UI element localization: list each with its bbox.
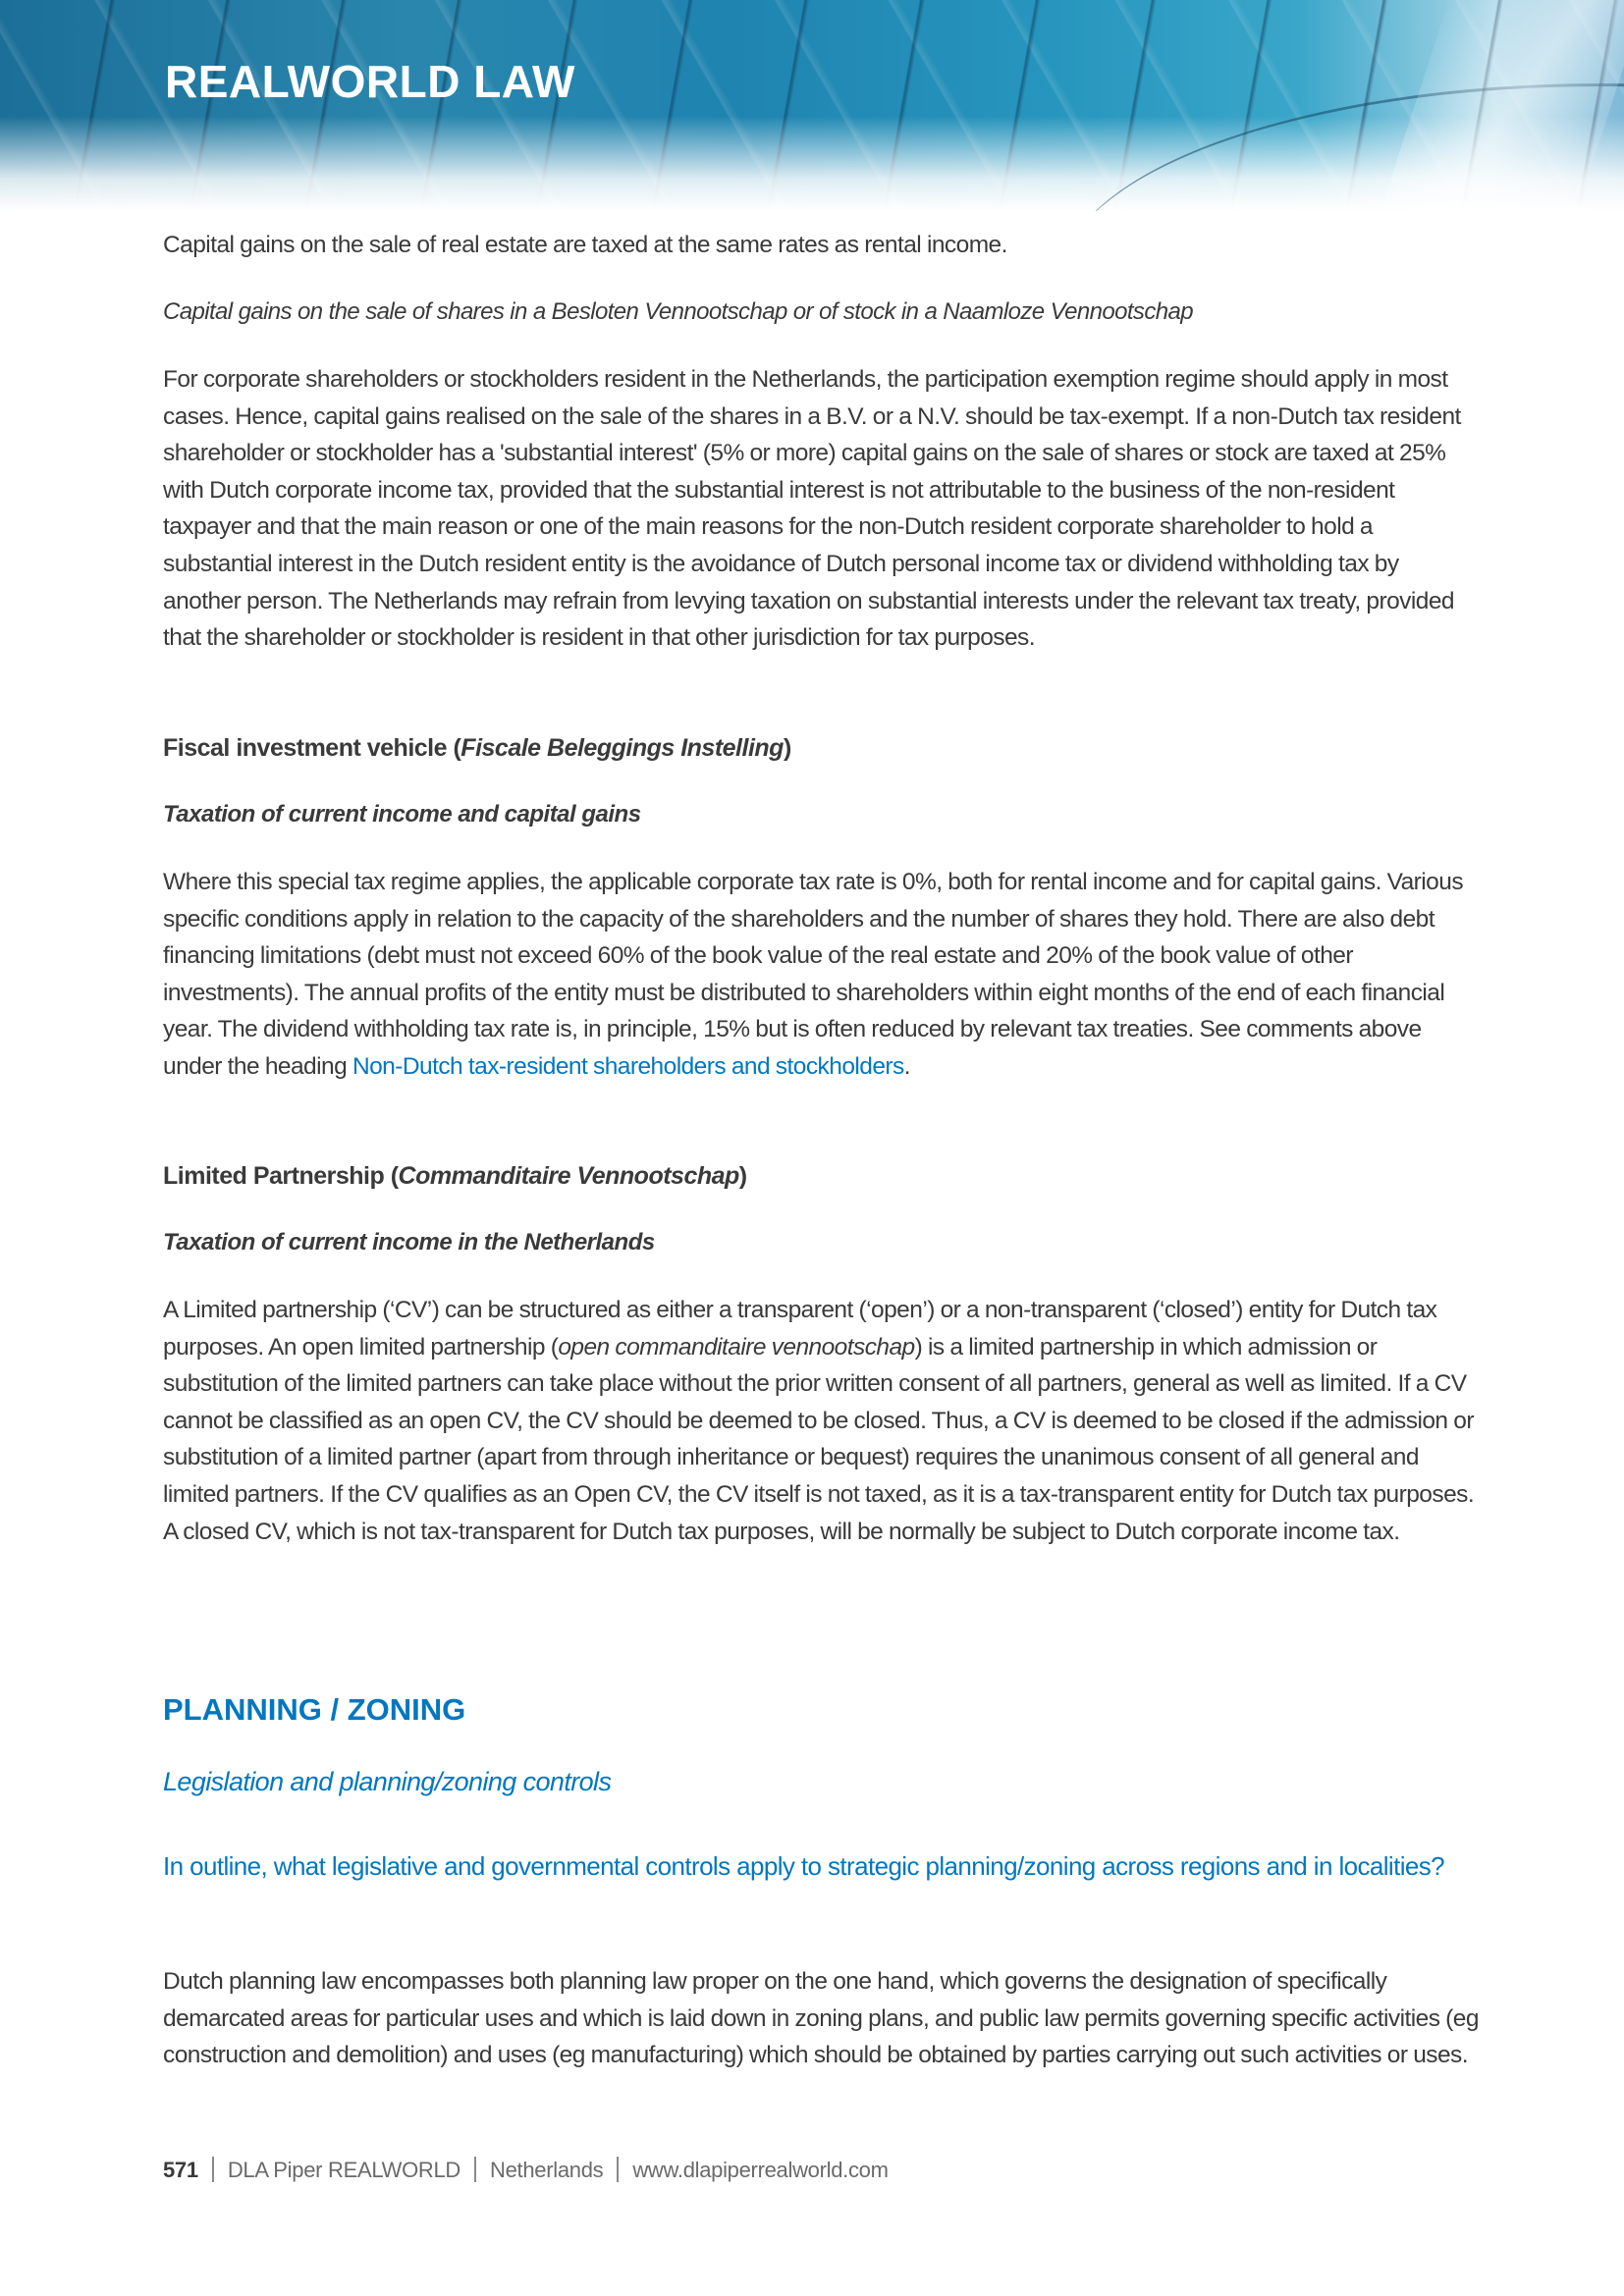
heading-fiscal-investment-vehicle: [163, 734, 791, 763]
footer-divider: [617, 2157, 619, 2182]
footer-country: Netherlands: [490, 2158, 604, 2182]
paragraph-fiscal-regime: [163, 864, 1479, 1086]
footer-publication: DLA Piper REALWORLD: [227, 2158, 461, 2182]
banner-title: REALWORLD LAW: [165, 56, 575, 107]
page-number: 571: [163, 2158, 198, 2182]
heading-italic-term: Fiscale Beleggings Instelling: [460, 734, 784, 762]
paragraph-text-end: .: [903, 1052, 911, 1080]
heading-text-end: ): [738, 1162, 747, 1190]
paragraph-text: Where this special tax regime applies, the applicable corporate tax rate is 0%, both for rental income and for capital gains. Various specific conditions apply in relation to the capacity of the shareholders and the number of shares they hold. There are also debt financing limitations (debt must not exceed 60% of the book value of the real estate and 20% of the book value of other investments). The annual profits of the entity must be distributed to shareholders within eight months of the end of each financial year. The dividend withholding tax rate is, in principle, 15% but is often reduced by relevant tax treaties. See comments above under the heading: [163, 869, 1464, 1080]
heading-taxation-income-nl: Taxation of current income in the Netherlands: [163, 1229, 655, 1255]
header-banner: [0, 0, 1624, 211]
heading-text: Limited Partnership (: [163, 1162, 399, 1190]
paragraph-limited-partnership: [163, 1292, 1479, 1550]
section-title-planning-zoning: PLANNING / ZONING: [163, 1692, 466, 1727]
question-heading: In outline, what legislative and governmental controls apply to strategic planning/zoning across regions and in localities?: [163, 1851, 1445, 1881]
footer-divider: [212, 2157, 214, 2182]
subsection-title-legislation: Legislation and planning/zoning controls: [163, 1767, 612, 1796]
paragraph-text: A Limited partnership (‘CV’) can be structured as either a transparent (‘open’) or a non-transparent (‘closed’) entity for Dutch tax purposes. An open limited partnership (: [163, 1297, 1437, 1361]
heading-capital-gains-shares: Capital gains on the sale of shares in a Besloten Vennootschap or of stock in a Naamloze Vennootschap: [163, 298, 1193, 325]
paragraph-capital-gains-real-estate: Capital gains on the sale of real estate are taxed at the same rates as rental income.: [163, 232, 1007, 258]
heading-italic-term: Commanditaire Vennootschap: [398, 1162, 739, 1190]
heading-text-end: ): [783, 734, 791, 762]
paragraph-dutch-planning-law: Dutch planning law encompasses both planning law proper on the one hand, which governs the designation of specifically demarcated areas for particular uses and which is laid down in zoning plans, and public law permits governing specific activities (eg construction and demolition) and uses (eg manufacturing) which should be obtained by parties carrying out such activities or uses.: [163, 1968, 1479, 2069]
heading-taxation-income-gains: Taxation of current income and capital gains: [163, 801, 641, 828]
paragraph-corporate-shareholders: For corporate shareholders or stockholders resident in the Netherlands, the participation exemption regime should apply in most cases. Hence, capital gains realised on the sale of the shares in a B.V. or a N.V. should be tax-exempt. If a non-Dutch tax resident shareholder or stockholder has a 'substantial interest' (5% or more) capital gains on the sale of shares or stock are taxed at 25% with Dutch corporate income tax, provided that the substantial interest is not attributable to the business of the non-resident taxpayer and that the main reason or one of the main reasons for the non-Dutch resident corporate shareholder to hold a substantial interest in the Dutch resident entity is the avoidance of Dutch personal income tax or dividend withholding tax by another person. The Netherlands may refrain from levying taxation on substantial interests under the relevant tax treaty, provided that the shareholder or stockholder is resident in that other jurisdiction for tax purposes.: [163, 366, 1461, 652]
paragraph-italic-term: open commanditaire vennootschap: [558, 1333, 915, 1361]
link-non-dutch-shareholders[interactable]: Non-Dutch tax-resident shareholders and stockholders: [352, 1052, 904, 1080]
heading-limited-partnership: [163, 1162, 747, 1191]
heading-text: Fiscal investment vehicle (: [163, 734, 461, 762]
paragraph-text-end: ) is a limited partnership in which admission or substitution of the limited partners can take place without the prior written consent of all partners, general as well as limited. If a CV cannot be classified as an open CV, the CV should be deemed to be closed. Thus, a CV is deemed to be closed if the admission or substitution of a limited partner (apart from through inheritance or bequest) requires the unanimous consent of all general and limited partners. If the CV qualifies as an Open CV, the CV itself is not taxed, as it is a tax-transparent entity for Dutch tax purposes. A closed CV, which is not tax-transparent for Dutch tax purposes, will be normally be subject to Dutch corporate income tax.: [163, 1333, 1475, 1545]
page-footer: [163, 2157, 889, 2183]
footer-website-link[interactable]: www.dlapiperrealworld.com: [632, 2158, 889, 2182]
footer-divider: [474, 2157, 476, 2182]
